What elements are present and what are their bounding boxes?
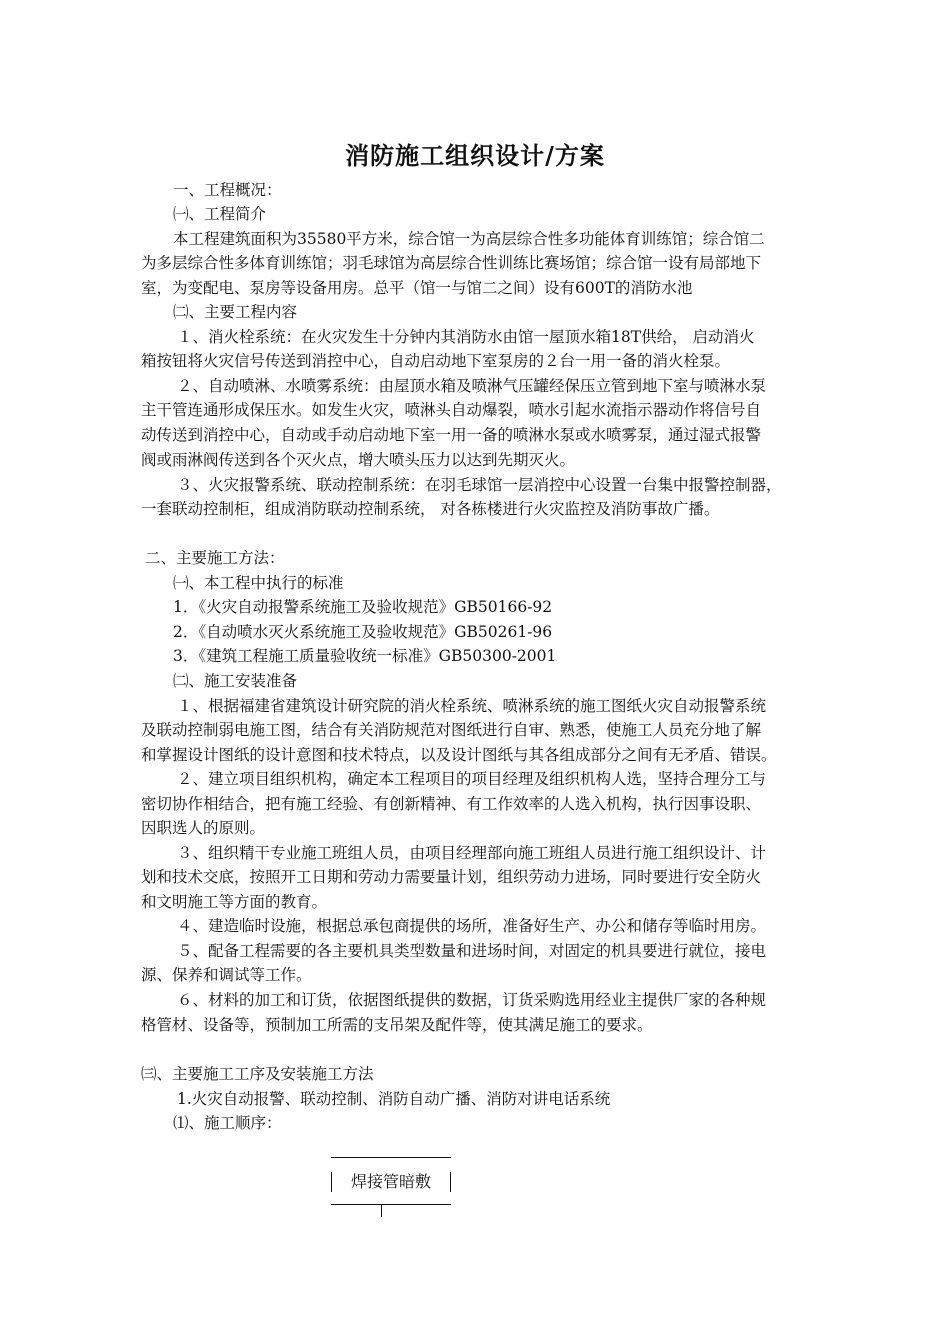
paragraph-line: 阀或雨淋阀传送到各个灭火点，增大喷头压力以达到先期灭火。 [141, 451, 576, 469]
paragraph-line: 动传送到消控中心，自动或手动启动地下室一用一备的喷淋水泵或水喷雾泵，通过湿式报警 [141, 426, 762, 444]
paragraph-line: ３、火灾报警系统、联动控制系统：在羽毛球馆一层消控中心设置一台集中报警控制器， [177, 476, 782, 494]
standard-item: 2．《自动喷水灭火系统施工及验收规范》GB50261-96 [173, 623, 553, 641]
item-heading: 1.火灾自动报警、联动控制、消防自动广播、消防对讲电话系统 [177, 1090, 611, 1108]
paragraph-line: １、根据福建省建筑设计研究院的消火栓系统、喷淋系统的施工图纸火灾自动报警系统 [177, 697, 767, 715]
subsection-heading: ㈡、施工安装准备 [173, 672, 298, 690]
paragraph-line: 箱按钮将火灾信号传送到消控中心，自动启动地下室泵房的２台一用一备的消火栓泵。 [141, 352, 731, 370]
section-heading: 一、工程概况： [173, 181, 282, 199]
standard-item: 1．《火灾自动报警系统施工及验收规范》GB50166-92 [173, 598, 553, 616]
paragraph-line: 为多层综合性多体育训练馆；羽毛球馆为高层综合性训练比赛场馆；综合馆一设有局部地下 [141, 254, 762, 272]
document-title: 消防施工组织设计/方案 [345, 141, 605, 170]
paragraph-line: １、消火栓系统：在火灾发生十分钟内其消防水由馆一屋顶水箱18T供给， 启动消火 [177, 328, 755, 346]
section-heading: 二、主要施工方法： [145, 549, 285, 567]
paragraph-line: ３、组织精干专业施工班组人员，由项目经理部向施工班组人员进行施工组织设计、计 [177, 844, 767, 862]
paragraph-line: ２、自动喷淋、水喷雾系统：由屋顶水箱及喷淋气压罐经保压立管到地下室与喷淋水泵 [177, 377, 767, 395]
paragraph-line: 及联动控制弱电施工图，结合有关消防规范对图纸进行自审、熟悉，使施工人员充分地了解 [141, 721, 762, 739]
standard-item: 3．《建筑工程施工质量验收统一标准》GB50300-2001 [173, 647, 557, 665]
paragraph-line: 主干管连通形成保压水。如发生火灾，喷淋头自动爆裂，喷水引起水流指示器动作将信号自 [141, 401, 762, 419]
paragraph-line: 一套联动控制柜，组成消防联动控制系统， 对各栋楼进行火灾监控及消防事故广播。 [141, 500, 720, 518]
subsection-heading: ㈠、本工程中执行的标准 [173, 574, 344, 592]
paragraph-line: 源、保养和调试等工作。 [141, 966, 312, 984]
flowchart-step-label: 焊接管暗敷 [350, 1172, 431, 1191]
paragraph-line: 本工程建筑面积为35580平方米，综合馆一为高层综合性多功能体育训练馆；综合馆二 [173, 230, 765, 248]
paragraph-line: 密切协作相结合，把有施工经验、有创新精神、有工作效率的人选入机构，执行因事设职、 [141, 795, 762, 813]
paragraph-line: ４、建造临时设施，根据总承包商提供的场所，准备好生产、办公和储存等临时用房。 [177, 917, 767, 935]
item-heading: ⑴、施工顺序： [173, 1114, 282, 1132]
paragraph-line: ６、材料的加工和订货，依据图纸提供的数据，订货采购选用经业主提供厂家的各种规 [177, 991, 767, 1009]
subsection-heading: ㈡、主要工程内容 [173, 303, 298, 321]
paragraph-line: 因职选人的原则。 [141, 819, 266, 837]
paragraph-line: ５、配备工程需要的各主要机具类型数量和进场时间，对固定的机具要进行就位，接电 [177, 942, 767, 960]
paragraph-line: 室，为变配电、泵房等设备用房。总平（馆一与馆二之间）设有600T的消防水池 [141, 279, 693, 297]
flowchart-step-box [331, 1157, 451, 1205]
flowchart-connector [381, 1205, 382, 1217]
subsection-heading: ㈠、工程简介 [173, 205, 267, 223]
subsection-heading: ㈢、主要施工工序及安装施工方法 [141, 1065, 374, 1083]
paragraph-line: 和掌握设计图纸的设计意图和技术特点，以及设计图纸与其各组成部分之间有无矛盾、错误。 [141, 746, 777, 764]
paragraph-line: ２、建立项目组织机构，确定本工程项目的项目经理及组织机构人选，坚持合理分工与 [177, 770, 767, 788]
paragraph-line: 格管材、设备等，预制加工所需的支吊架及配件等，使其满足施工的要求。 [141, 1016, 653, 1034]
paragraph-line: 划和技术交底，按照开工日期和劳动力需要量计划，组织劳动力进场，同时要进行安全防火 [141, 868, 762, 886]
paragraph-line: 和文明施工等方面的教育。 [141, 893, 328, 911]
